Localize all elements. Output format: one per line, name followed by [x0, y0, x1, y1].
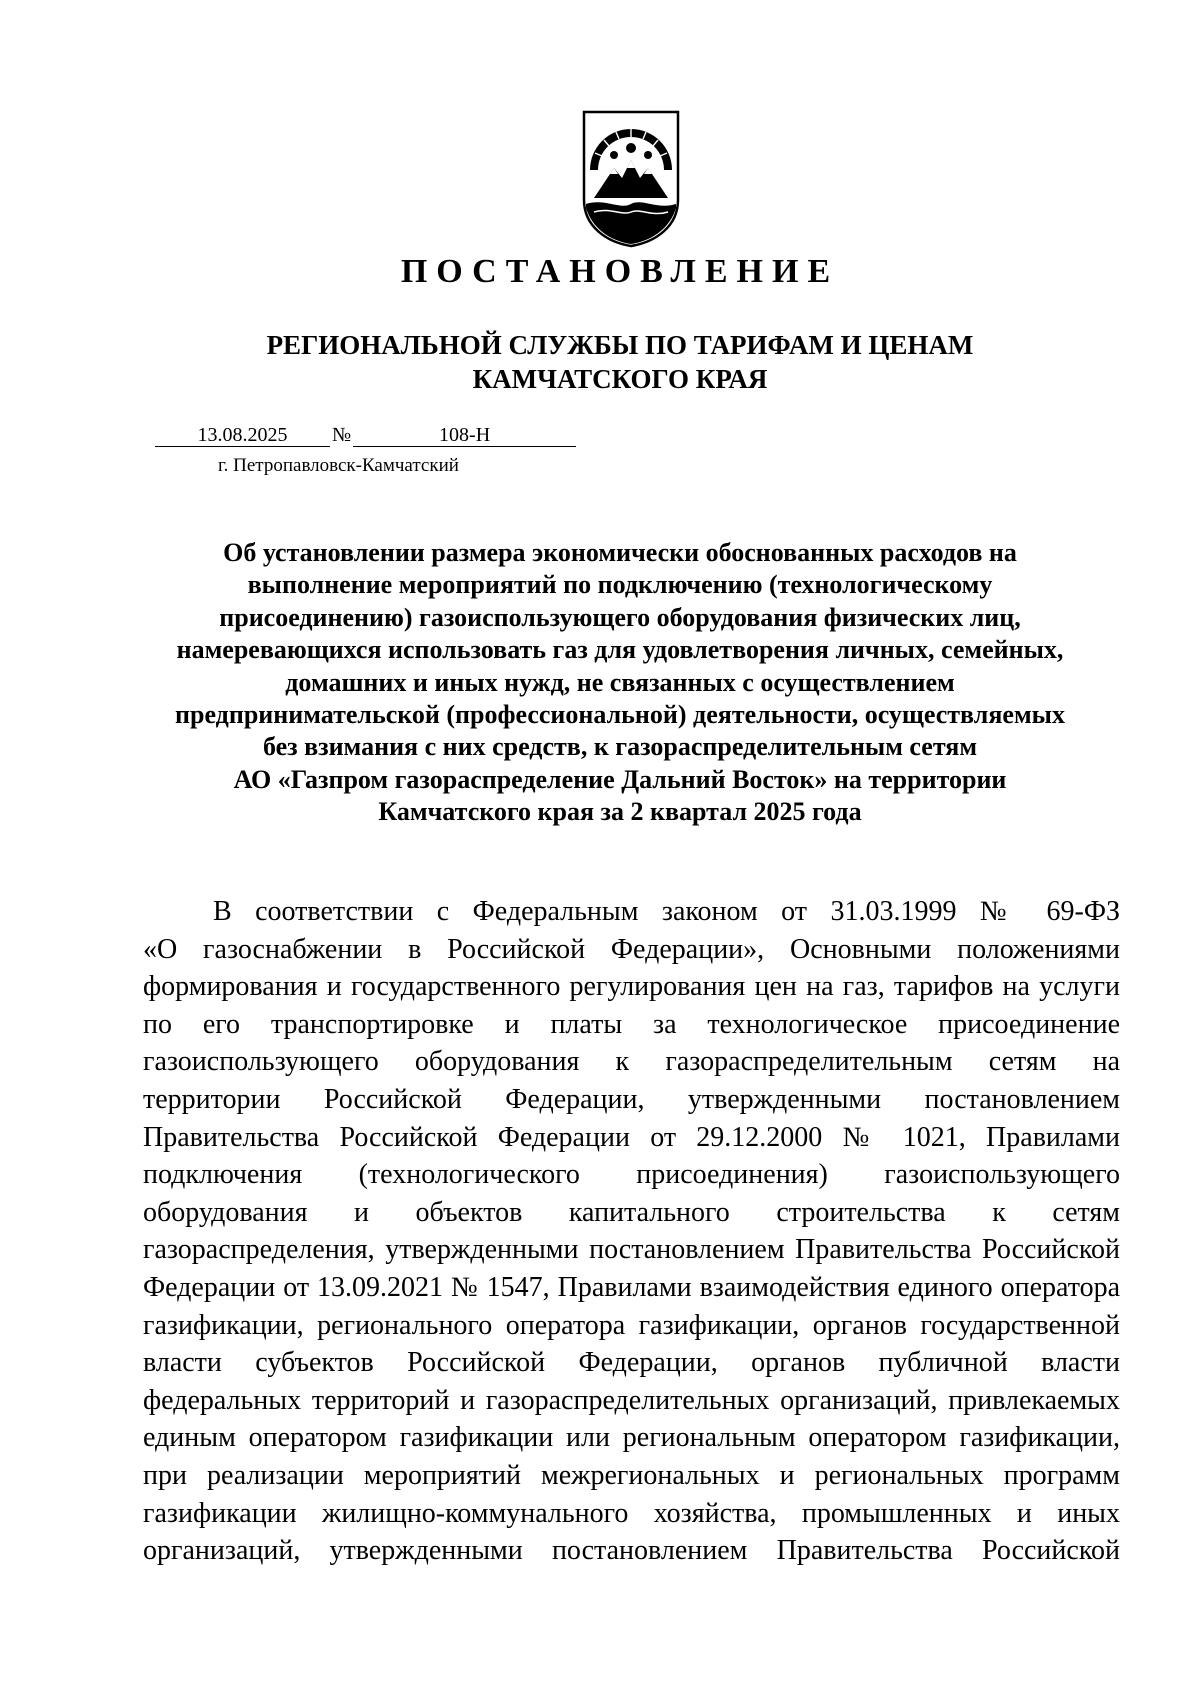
body-line: газораспределения, утвержденными постановлением Правительства Российской [143, 1234, 1120, 1266]
body-line: при реализации мероприятий межрегиональных и региональных программ [143, 1459, 1120, 1491]
body-line: «О газоснабжении в Российской Федерации», Основными положениями [143, 933, 1120, 965]
kamchatka-coat-of-arms-icon [580, 108, 682, 248]
date-number-line [155, 424, 576, 447]
number-sign: № [332, 424, 352, 446]
body-line: федеральных территорий и газораспределительных организаций, привлекаемых [143, 1384, 1120, 1416]
body-line: Правительства Российской Федерации от 29.12.2000 № 1021, Правилами [143, 1121, 1120, 1153]
body-line: формирования и государственного регулирования цен на газ, тарифов на услуги [143, 971, 1120, 1003]
title-line: Камчатского края за 2 квартал 2025 года [378, 797, 862, 827]
body-paragraph [143, 893, 1120, 1570]
title-line: предпринимательской (профессиональной) деятельности, осуществляемых [175, 700, 1065, 730]
body-line: оборудования и объектов капитального строительства к сетям [143, 1196, 1120, 1228]
body-line: газификации жилищно-коммунального хозяйства, промышленных и иных [143, 1497, 1120, 1529]
issuer-line: РЕГИОНАЛЬНОЙ СЛУЖБЫ ПО ТАРИФАМ И ЦЕНАМ [266, 330, 974, 360]
body-line: Федерации от 13.09.2021 № 1547, Правилами взаимодействия единого оператора [143, 1271, 1120, 1303]
document-type-heading: ПОСТАНОВЛЕНИЕ [400, 253, 840, 290]
document-date: 13.08.2025 [155, 424, 330, 447]
body-line: В соответствии с Федеральным законом от 31.03.1999 № 69-ФЗ [213, 896, 1120, 927]
title-line: намеревающихся использовать газ для удовлетворения личных, семейных, [176, 635, 1064, 665]
title-line: выполнение мероприятий по подключению (технологическому [247, 570, 993, 600]
body-line: газификации, регионального оператора газификации, органов государственной [143, 1309, 1120, 1341]
body-line: газоиспользующего оборудования к газораспределительным сетям на [143, 1046, 1120, 1078]
body-line: подключения (технологического присоединения) газоиспользующего [143, 1159, 1120, 1191]
document-title [140, 537, 1100, 829]
title-line: присоединению) газоиспользующего оборудования физических лиц, [219, 602, 1021, 632]
body-line: единым оператором газификации или региональным оператором газификации, [143, 1422, 1120, 1454]
issuer-line: КАМЧАТСКОГО КРАЯ [472, 364, 768, 394]
title-line: АО «Газпром газораспределение Дальний Восток» на территории [233, 764, 1007, 794]
city-name: г. Петропавловск-Камчатский [218, 455, 459, 476]
body-line: по его транспортировке и платы за технологическое присоединение [143, 1008, 1120, 1040]
issuer-heading [0, 328, 1200, 396]
body-line: территории Российской Федерации, утвержденными постановлением [143, 1083, 1120, 1115]
body-line: организаций, утвержденными постановлением Правительства Российской [143, 1535, 1120, 1567]
body-line: власти субъектов Российской Федерации, органов публичной власти [143, 1347, 1120, 1379]
title-line: Об установлении размера экономически обоснованных расходов на [223, 538, 1017, 567]
title-line: без взимания с них средств, к газораспределительным сетям [262, 732, 978, 762]
title-line: домашних и иных нужд, не связанных с осуществлением [285, 667, 955, 697]
document-number: 108-Н [353, 424, 576, 447]
